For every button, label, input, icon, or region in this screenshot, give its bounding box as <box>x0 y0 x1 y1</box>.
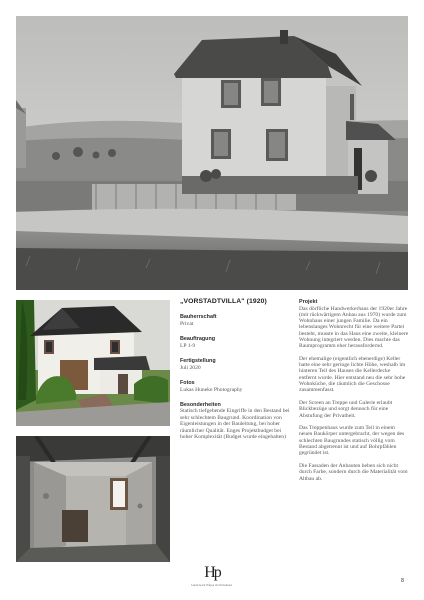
logo-text: Heinzeck Papa Architekten <box>191 583 233 587</box>
projekt-paragraph: Die Fassaden der Anbauten heben sich nicht durch Farbe, sondern durch die Materialität vom Altbau ab. <box>299 462 408 482</box>
logo-mark: Hp <box>204 564 220 581</box>
architect-logo <box>190 565 234 593</box>
projekt-paragraph: Das Treppenhaus wurde zum Teil in einem neuen Baukörper untergebracht, der wegen des schlechten Baugrundes statisch völlig vom Bestand abgetrennt ist und auf Bohrpfählen gegründet ist. <box>299 425 405 457</box>
projekt-paragraph: Der Screen an Treppe und Galerie erlaubt Blickbezüge und sorgt dennoch für eine Abstufung der Privatheit. <box>299 399 393 419</box>
meta-value: Privat <box>180 320 194 327</box>
meta-label: Bauherrschaft <box>180 314 217 321</box>
meta-value: Juli 2020 <box>180 364 201 371</box>
project-facts-column <box>180 299 292 440</box>
meta-label: Beauftragung <box>180 336 216 343</box>
projekt-paragraph: Das dörfliche Handwerkerhaus der 1920er Jahre (mit rückwärtigem Anbau aus 1970) wurde zum Wohnhaus einer jungen Familie. Da ein lebenslanges Wohnrecht für eine weitere Partei besteht, musste in das Haus eine zweite, kleinere Wohnung integriert werden. Dies machte das Raumprogramm eher herausfordernd. <box>299 305 409 350</box>
meta-value: Statisch tiefgehende Eingriffe in den Bestand bei sehr schlechtem Baugrund. Koordination von Eigenleistungen in der Bauleitung, bei hoher räumlicher Qualität. Enges Projektbudget bei hoher Komplexität (Budget wurde eingehalten) <box>180 408 290 441</box>
renovated-house-photo <box>16 300 170 426</box>
meta-value: LP 1-9 <box>180 342 196 349</box>
page-number: 8 <box>401 578 404 584</box>
historic-villa-photo <box>16 16 408 290</box>
meta-label: Fertigstellung <box>180 358 216 365</box>
meta-label: Fotos <box>180 380 195 387</box>
meta-value: Lukas Huneke Photography <box>180 386 243 393</box>
project-title: „VORSTADTVILLA" (1920) <box>180 298 267 305</box>
projekt-heading: Projekt <box>299 299 318 305</box>
project-description-column <box>299 299 409 488</box>
projekt-paragraph: Der ehemalige (eigentlich ebenerdige) Keller hatte eine sehr geringe lichte Höhe, weshalb im hinteren Teil des Hauses die Kellerdecke entfernt wurde. Hier entstand neu die sehr hohe Wohnküche, die räumlich die Geschosse zusammenfasst. <box>299 355 406 394</box>
meta-label: Besonderheiten <box>180 401 221 408</box>
interior-attic-photo <box>16 436 170 562</box>
